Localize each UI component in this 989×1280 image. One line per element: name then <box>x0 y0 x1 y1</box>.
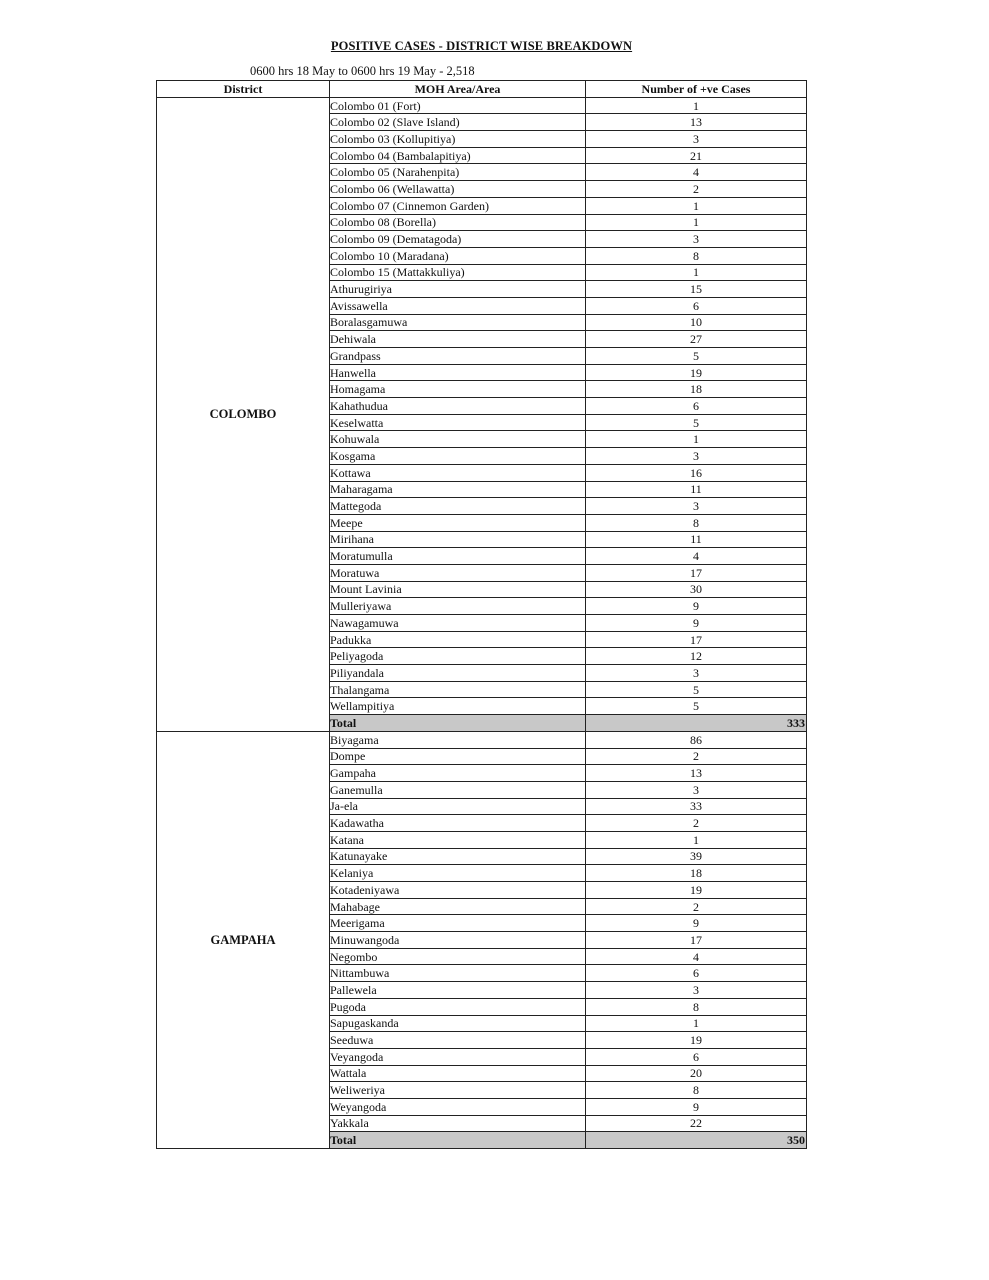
district-name: GAMPAHA <box>157 731 330 1148</box>
header-area: MOH Area/Area <box>330 81 586 98</box>
case-count-cell: 2 <box>586 815 807 832</box>
table-body <box>157 97 807 1148</box>
case-count-cell: 13 <box>586 765 807 782</box>
case-count-cell: 4 <box>586 548 807 565</box>
total-value: 350 <box>586 1132 807 1149</box>
case-count-cell: 9 <box>586 615 807 632</box>
moh-area-cell: Pallewela <box>330 982 586 999</box>
case-count-cell: 86 <box>586 731 807 748</box>
document-title: POSITIVE CASES - DISTRICT WISE BREAKDOWN <box>330 39 633 53</box>
case-count-cell: 18 <box>586 381 807 398</box>
case-count-cell: 18 <box>586 865 807 882</box>
moh-area-cell: Negombo <box>330 948 586 965</box>
case-count-cell: 4 <box>586 948 807 965</box>
moh-area-cell: Ganemulla <box>330 781 586 798</box>
case-count-cell: 17 <box>586 564 807 581</box>
case-count-cell: 6 <box>586 965 807 982</box>
moh-area-cell: Thalangama <box>330 681 586 698</box>
case-count-cell: 1 <box>586 214 807 231</box>
moh-area-cell: Sapugaskanda <box>330 1015 586 1032</box>
moh-area-cell: Kelaniya <box>330 865 586 882</box>
moh-area-cell: Kohuwala <box>330 431 586 448</box>
moh-area-cell: Kotadeniyawa <box>330 882 586 899</box>
moh-area-cell: Weyangoda <box>330 1098 586 1115</box>
case-count-cell: 1 <box>586 97 807 114</box>
moh-area-cell: Pugoda <box>330 998 586 1015</box>
case-count-cell: 10 <box>586 314 807 331</box>
case-count-cell: 9 <box>586 598 807 615</box>
moh-area-cell: Ja-ela <box>330 798 586 815</box>
case-count-cell: 22 <box>586 1115 807 1132</box>
case-count-cell: 2 <box>586 748 807 765</box>
moh-area-cell: Colombo 09 (Dematagoda) <box>330 231 586 248</box>
moh-area-cell: Keselwatta <box>330 414 586 431</box>
table-row <box>157 97 807 114</box>
moh-area-cell: Colombo 07 (Cinnemon Garden) <box>330 197 586 214</box>
moh-area-cell: Wellampitiya <box>330 698 586 715</box>
case-count-cell: 39 <box>586 848 807 865</box>
moh-area-cell: Moratuwa <box>330 564 586 581</box>
moh-area-cell: Kadawatha <box>330 815 586 832</box>
moh-area-cell: Homagama <box>330 381 586 398</box>
moh-area-cell: Avissawella <box>330 297 586 314</box>
total-value: 333 <box>586 715 807 732</box>
moh-area-cell: Colombo 03 (Kollupitiya) <box>330 131 586 148</box>
district-breakdown-table <box>156 80 807 1149</box>
moh-area-cell: Dompe <box>330 748 586 765</box>
moh-area-cell: Colombo 06 (Wellawatta) <box>330 181 586 198</box>
case-count-cell: 6 <box>586 398 807 415</box>
case-count-cell: 20 <box>586 1065 807 1082</box>
moh-area-cell: Colombo 15 (Mattakkuliya) <box>330 264 586 281</box>
case-count-cell: 30 <box>586 581 807 598</box>
case-count-cell: 17 <box>586 932 807 949</box>
moh-area-cell: Minuwangoda <box>330 932 586 949</box>
case-count-cell: 27 <box>586 331 807 348</box>
moh-area-cell: Yakkala <box>330 1115 586 1132</box>
total-label: Total <box>330 715 586 732</box>
moh-area-cell: Boralasgamuwa <box>330 314 586 331</box>
case-count-cell: 1 <box>586 431 807 448</box>
case-count-cell: 8 <box>586 247 807 264</box>
moh-area-cell: Mulleriyawa <box>330 598 586 615</box>
case-count-cell: 16 <box>586 464 807 481</box>
case-count-cell: 3 <box>586 982 807 999</box>
moh-area-cell: Veyangoda <box>330 1048 586 1065</box>
moh-area-cell: Colombo 08 (Borella) <box>330 214 586 231</box>
case-count-cell: 3 <box>586 498 807 515</box>
district-name: COLOMBO <box>157 97 330 731</box>
case-count-cell: 1 <box>586 197 807 214</box>
case-count-cell: 17 <box>586 631 807 648</box>
moh-area-cell: Colombo 10 (Maradana) <box>330 247 586 264</box>
moh-area-cell: Colombo 02 (Slave Island) <box>330 114 586 131</box>
moh-area-cell: Peliyagoda <box>330 648 586 665</box>
case-count-cell: 1 <box>586 264 807 281</box>
moh-area-cell: Gampaha <box>330 765 586 782</box>
date-range-summary: 0600 hrs 18 May to 0600 hrs 19 May - 2,518 <box>250 64 475 78</box>
case-count-cell: 8 <box>586 1082 807 1099</box>
moh-area-cell: Mattegoda <box>330 498 586 515</box>
moh-area-cell: Weliweriya <box>330 1082 586 1099</box>
moh-area-cell: Moratumulla <box>330 548 586 565</box>
case-count-cell: 5 <box>586 414 807 431</box>
moh-area-cell: Grandpass <box>330 348 586 365</box>
case-count-cell: 21 <box>586 147 807 164</box>
case-count-cell: 6 <box>586 297 807 314</box>
moh-area-cell: Nittambuwa <box>330 965 586 982</box>
moh-area-cell: Dehiwala <box>330 331 586 348</box>
case-count-cell: 13 <box>586 114 807 131</box>
case-count-cell: 1 <box>586 1015 807 1032</box>
header-cases: Number of +ve Cases <box>586 81 807 98</box>
moh-area-cell: Colombo 01 (Fort) <box>330 97 586 114</box>
case-count-cell: 33 <box>586 798 807 815</box>
moh-area-cell: Kottawa <box>330 464 586 481</box>
case-count-cell: 2 <box>586 181 807 198</box>
moh-area-cell: Mount Lavinia <box>330 581 586 598</box>
case-count-cell: 5 <box>586 348 807 365</box>
moh-area-cell: Colombo 04 (Bambalapitiya) <box>330 147 586 164</box>
moh-area-cell: Maharagama <box>330 481 586 498</box>
case-count-cell: 9 <box>586 915 807 932</box>
case-count-cell: 15 <box>586 281 807 298</box>
moh-area-cell: Nawagamuwa <box>330 615 586 632</box>
case-count-cell: 19 <box>586 882 807 899</box>
case-count-cell: 5 <box>586 698 807 715</box>
case-count-cell: 8 <box>586 998 807 1015</box>
total-label: Total <box>330 1132 586 1149</box>
moh-area-cell: Katunayake <box>330 848 586 865</box>
case-count-cell: 6 <box>586 1048 807 1065</box>
case-count-cell: 9 <box>586 1098 807 1115</box>
moh-area-cell: Mirihana <box>330 531 586 548</box>
table-row <box>157 731 807 748</box>
moh-area-cell: Piliyandala <box>330 665 586 682</box>
case-count-cell: 3 <box>586 781 807 798</box>
case-count-cell: 11 <box>586 531 807 548</box>
moh-area-cell: Biyagama <box>330 731 586 748</box>
case-count-cell: 3 <box>586 231 807 248</box>
moh-area-cell: Hanwella <box>330 364 586 381</box>
header-district: District <box>157 81 330 98</box>
case-count-cell: 5 <box>586 681 807 698</box>
moh-area-cell: Kosgama <box>330 448 586 465</box>
case-count-cell: 4 <box>586 164 807 181</box>
moh-area-cell: Meepe <box>330 514 586 531</box>
case-count-cell: 2 <box>586 898 807 915</box>
moh-area-cell: Athurugiriya <box>330 281 586 298</box>
case-count-cell: 3 <box>586 665 807 682</box>
table-header-row <box>157 81 807 98</box>
moh-area-cell: Meerigama <box>330 915 586 932</box>
case-count-cell: 12 <box>586 648 807 665</box>
moh-area-cell: Kahathudua <box>330 398 586 415</box>
case-count-cell: 1 <box>586 831 807 848</box>
moh-area-cell: Katana <box>330 831 586 848</box>
moh-area-cell: Seeduwa <box>330 1032 586 1049</box>
case-count-cell: 19 <box>586 364 807 381</box>
case-count-cell: 19 <box>586 1032 807 1049</box>
moh-area-cell: Wattala <box>330 1065 586 1082</box>
case-count-cell: 3 <box>586 131 807 148</box>
moh-area-cell: Colombo 05 (Narahenpita) <box>330 164 586 181</box>
case-count-cell: 3 <box>586 448 807 465</box>
moh-area-cell: Mahabage <box>330 898 586 915</box>
case-count-cell: 8 <box>586 514 807 531</box>
case-count-cell: 11 <box>586 481 807 498</box>
moh-area-cell: Padukka <box>330 631 586 648</box>
